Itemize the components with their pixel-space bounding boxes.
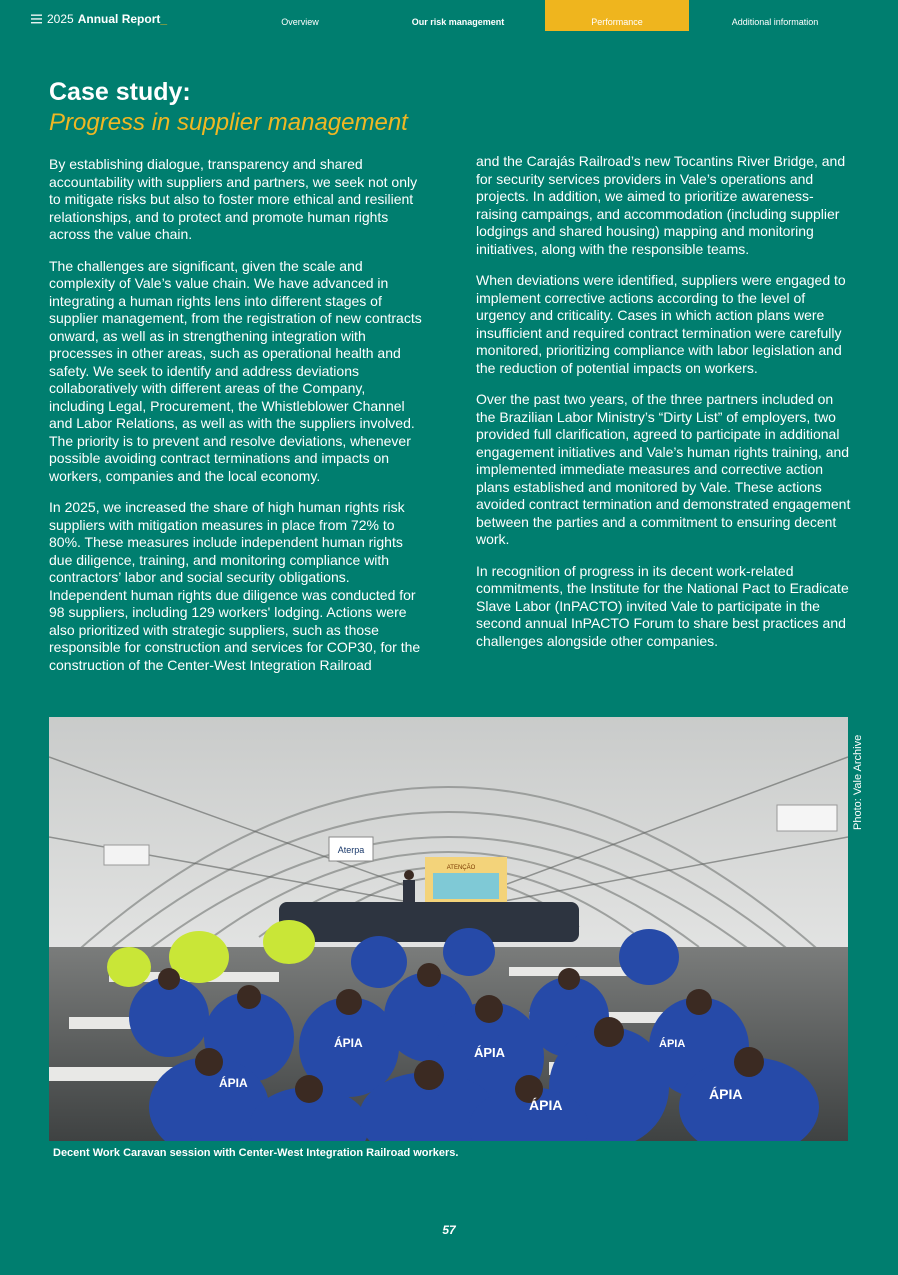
report-year: 2025	[47, 12, 74, 26]
company-sign-text: Aterpa	[337, 845, 365, 855]
air-conditioner	[104, 845, 149, 865]
report-brand[interactable]	[31, 12, 167, 26]
body-column-right	[476, 153, 851, 664]
paragraph: Over the past two years, of the three partners included on the Brazilian Labor Ministry’s “Dirty List” of employers, two provided full clarification, agreed to participate in additional engagement initiatives and Vale’s human rights training, and implemented immediate measures and corrective action plans established and monitored by Vale. These actions avoided contract termination and demonstrated engagement between the parties and a commitment to ensuring decent work.	[476, 391, 851, 547]
svg-text:ÁPIA: ÁPIA	[709, 1086, 743, 1102]
page-title	[49, 77, 408, 138]
paragraph: By establishing dialogue, transparency and shared accountability with suppliers and partners, we seek not only to mitigate risks but also to foster more ethical and resilient relationships, and to protect and promote human rights across the value chain.	[49, 156, 418, 242]
tab-our-risk-management[interactable]: Our risk management	[411, 17, 505, 27]
svg-text:ÁPIA: ÁPIA	[219, 1076, 248, 1090]
photo-illustration	[49, 717, 848, 1141]
menu-icon[interactable]	[31, 14, 42, 24]
svg-text:ÁPIA: ÁPIA	[474, 1045, 506, 1060]
paragraph: The challenges are significant, given the scale and complexity of Vale’s value chain. We have advanced in integrating a human rights lens into different stages of supplier management, from the registration of new contracts onward, as well as in strengthening integration with processes in other areas, such as operational health and safety. We seek to identify and address deviations collaboratively with different areas of the Company, including Legal, Procurement, the Whistleblower Channel and Labor Relations, as well as with the suppliers involved. The priority is to prevent and resolve deviations, whenever possible avoiding contract terminations and impacts on workers, companies and the local economy.	[49, 257, 422, 484]
projection-screen-content	[433, 873, 499, 899]
top-navigation	[0, 0, 898, 31]
crowd-back	[279, 902, 579, 942]
title-line-case-study: Case study:	[49, 78, 191, 106]
tab-overview[interactable]: Overview	[281, 17, 319, 27]
projection-screen-text: ATENÇÃO	[446, 865, 476, 871]
svg-text:ÁPIA: ÁPIA	[334, 1036, 363, 1050]
report-title-underscore: _	[160, 12, 168, 26]
svg-text:ÁPIA: ÁPIA	[659, 1038, 686, 1050]
presenter-head	[404, 870, 414, 880]
svg-text:ÁPIA: ÁPIA	[529, 1097, 563, 1113]
report-title: Annual Report	[77, 12, 161, 26]
paragraph: and the Carajás Railroad’s new Tocantins River Bridge, and for security services providers in Vale’s operations and projects. In addition, we aimed to prioritize awareness-raising campaings, and accommodation (including supplier lodgings and shared housing) mapping and monitoring initiatives, along with the responsible teams.	[476, 153, 846, 257]
paragraph: In recognition of progress in its decent work-related commitments, the Institute for the National Pact to Eradicate Slave Labor (InPACTO) invited Vale to participate in the second annual InPACTO Forum to share best practices and challenges alongside other companies.	[476, 562, 849, 649]
workers-session-photo	[49, 717, 848, 1141]
air-conditioner	[777, 805, 837, 831]
body-column-left	[49, 156, 424, 688]
tab-performance[interactable]: Performance	[545, 0, 689, 31]
title-line-subtitle: Progress in supplier management	[49, 109, 408, 136]
photo-credit: Photo: Vale Archive	[852, 734, 864, 830]
photo-caption: Decent Work Caravan session with Center-West Integration Railroad workers.	[53, 1147, 459, 1159]
paragraph: When deviations were identified, suppliers were engaged to implement corrective actions according to the level of urgency and criticality. Cases in which action plans were insufficient and required contract termination were carefully monitored, prioritizing compliance with labor legislation and the reduction of potential impacts on workers.	[476, 272, 846, 376]
tab-additional-information[interactable]: Additional information	[731, 17, 819, 27]
paragraph: In 2025, we increased the share of high human rights risk suppliers with mitigation measures in place from 72% to 80%. These measures include independent human rights due diligence, training, and monitoring compliance with contractors’ labor and social security obligations. Independent human rights due diligence was conducted for 98 suppliers, including 129 workers' lodging. Actions were also prioritized with strategic suppliers, such as those responsible for construction and services for COP30, for the construction of the Center-West Integration Railroad	[49, 499, 421, 673]
page-number: 57	[442, 1223, 456, 1237]
